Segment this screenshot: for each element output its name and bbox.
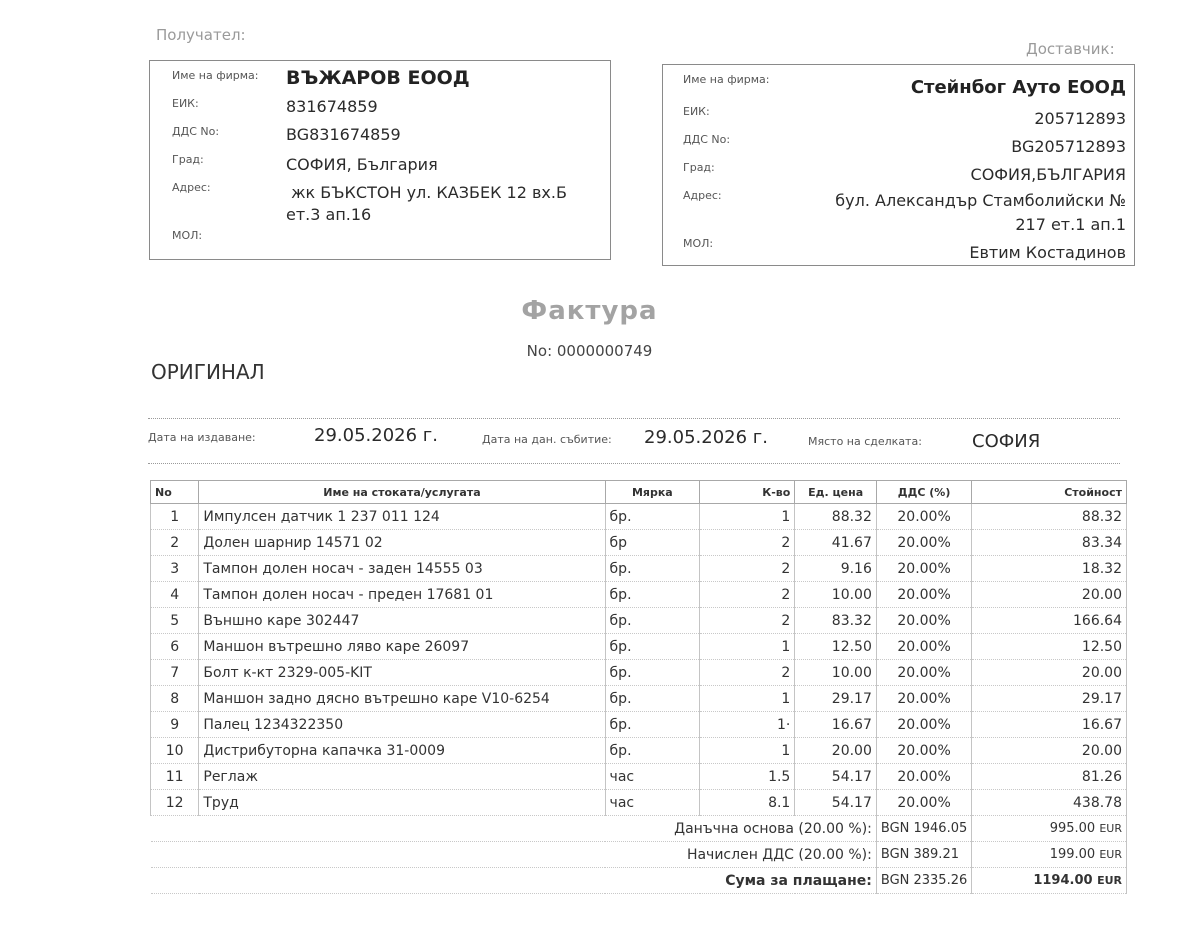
row-name: Болт к-кт 2329-005-KIT — [199, 660, 605, 686]
tax-base-eur-value: 995.00 — [1049, 821, 1096, 836]
items-table — [150, 480, 1127, 894]
header-qty: К-во — [700, 481, 795, 504]
row-amount: 83.34 — [972, 530, 1127, 556]
table-header-row — [151, 481, 1127, 504]
table-row — [151, 582, 1127, 608]
table-row — [151, 712, 1127, 738]
row-vat: 20.00% — [876, 738, 971, 764]
supplier-address-line1: бул. Александър Стамболийски № — [835, 191, 1126, 210]
row-unit: бр — [605, 530, 700, 556]
recipient-address-line2: ет.3 ап.16 — [286, 205, 372, 224]
recipient-company: ВЪЖАРОВ ЕООД — [286, 67, 470, 89]
row-no: 5 — [151, 608, 199, 634]
row-vat: 20.00% — [876, 712, 971, 738]
row-no: 6 — [151, 634, 199, 660]
table-row — [151, 530, 1127, 556]
supplier-vat: BG205712893 — [1011, 137, 1126, 156]
row-name: Външно каре 302447 — [199, 608, 605, 634]
supplier-mol-label: МОЛ: — [683, 237, 714, 250]
header-vat: ДДС (%) — [876, 481, 971, 504]
place-label: Място на сделката: — [808, 435, 922, 448]
supplier-city: СОФИЯ,БЪЛГАРИЯ — [970, 165, 1126, 184]
vat-bgn: BGN 389.21 — [876, 842, 971, 868]
row-qty: 2 — [700, 582, 795, 608]
row-unit: бр. — [605, 712, 700, 738]
total-bgn: BGN 2335.26 — [876, 868, 971, 894]
row-qty: 8.1 — [700, 790, 795, 816]
recipient-vat-label: ДДС No: — [172, 125, 220, 138]
invoice-number: No: 0000000749 — [526, 342, 653, 360]
row-unit-price: 29.17 — [795, 686, 877, 712]
recipient-heading: Получател: — [156, 26, 246, 44]
supplier-heading: Доставчик: — [1026, 40, 1115, 58]
supplier-eik: 205712893 — [1034, 109, 1126, 128]
table-row — [151, 660, 1127, 686]
row-vat: 20.00% — [876, 530, 971, 556]
row-qty: 1 — [700, 634, 795, 660]
row-unit: бр. — [605, 582, 700, 608]
row-unit: час — [605, 790, 700, 816]
tax-base-label: Данъчна основа (20.00 %): — [151, 816, 877, 842]
vat-row — [151, 842, 1127, 868]
row-vat: 20.00% — [876, 582, 971, 608]
row-name: Труд — [199, 790, 605, 816]
tax-event-date: 29.05.2026 г. — [644, 427, 768, 448]
row-qty: 1 — [700, 738, 795, 764]
row-no: 2 — [151, 530, 199, 556]
row-name: Тампон долен носач - заден 14555 03 — [199, 556, 605, 582]
row-no: 10 — [151, 738, 199, 764]
supplier-vat-label: ДДС No: — [683, 133, 731, 146]
row-qty: 2 — [700, 556, 795, 582]
header-unit: Мярка — [605, 481, 700, 504]
row-no: 4 — [151, 582, 199, 608]
vat-eur — [972, 842, 1127, 868]
currency-label: EUR — [1099, 848, 1122, 861]
table-row — [151, 504, 1127, 530]
recipient-address-line1: жк БЪКСТОН ул. КАЗБЕК 12 вх.Б — [286, 183, 567, 202]
tax-event-label: Дата на дан. събитие: — [482, 433, 612, 446]
header-amount: Стойност — [972, 481, 1127, 504]
row-vat: 20.00% — [876, 686, 971, 712]
row-amount: 12.50 — [972, 634, 1127, 660]
row-no: 11 — [151, 764, 199, 790]
row-qty: 1 — [700, 686, 795, 712]
row-qty: 1.5 — [700, 764, 795, 790]
row-unit: бр. — [605, 686, 700, 712]
supplier-address-label: Адрес: — [683, 189, 722, 202]
row-amount: 166.64 — [972, 608, 1127, 634]
row-vat: 20.00% — [876, 556, 971, 582]
row-no: 1 — [151, 504, 199, 530]
recipient-vat: BG831674859 — [286, 125, 401, 144]
table-row — [151, 634, 1127, 660]
recipient-mol-label: МОЛ: — [172, 229, 203, 242]
row-name: Реглаж — [199, 764, 605, 790]
row-amount: 88.32 — [972, 504, 1127, 530]
supplier-company-label: Име на фирма: — [683, 73, 770, 86]
row-name: Маншон задно дясно вътрешно каре V10-6254 — [199, 686, 605, 712]
row-vat: 20.00% — [876, 608, 971, 634]
row-amount: 16.67 — [972, 712, 1127, 738]
place: СОФИЯ — [972, 431, 1041, 452]
issue-date-label: Дата на издаване: — [148, 431, 256, 444]
row-unit-price: 88.32 — [795, 504, 877, 530]
row-amount: 29.17 — [972, 686, 1127, 712]
row-unit-price: 9.16 — [795, 556, 877, 582]
row-no: 8 — [151, 686, 199, 712]
header-no: No — [151, 481, 199, 504]
row-qty: 2 — [700, 530, 795, 556]
row-vat: 20.00% — [876, 504, 971, 530]
row-name: Палец 1234322350 — [199, 712, 605, 738]
supplier-box — [662, 64, 1135, 266]
row-unit: бр. — [605, 608, 700, 634]
total-eur — [972, 868, 1127, 894]
row-no: 7 — [151, 660, 199, 686]
row-unit-price: 41.67 — [795, 530, 877, 556]
row-vat: 20.00% — [876, 790, 971, 816]
row-amount: 20.00 — [972, 738, 1127, 764]
header-unit-price: Ед. цена — [795, 481, 877, 504]
row-amount: 438.78 — [972, 790, 1127, 816]
row-amount: 18.32 — [972, 556, 1127, 582]
table-row — [151, 686, 1127, 712]
table-row — [151, 764, 1127, 790]
row-name: Тампон долен носач - преден 17681 01 — [199, 582, 605, 608]
supplier-city-label: Град: — [683, 161, 715, 174]
row-qty: 2 — [700, 608, 795, 634]
tax-base-row — [151, 816, 1127, 842]
invoice-title: Фактура — [521, 296, 658, 326]
row-unit-price: 10.00 — [795, 660, 877, 686]
row-vat: 20.00% — [876, 660, 971, 686]
recipient-eik-label: ЕИК: — [172, 97, 199, 110]
row-amount: 81.26 — [972, 764, 1127, 790]
supplier-company: Стейнбог Ауто ЕООД — [910, 77, 1126, 98]
row-unit-price: 83.32 — [795, 608, 877, 634]
recipient-company-label: Име на фирма: — [172, 69, 259, 82]
currency-label: EUR — [1099, 822, 1122, 835]
row-qty: 1 — [700, 504, 795, 530]
table-row — [151, 738, 1127, 764]
row-unit-price: 12.50 — [795, 634, 877, 660]
row-vat: 20.00% — [876, 634, 971, 660]
vat-label: Начислен ДДС (20.00 %): — [151, 842, 877, 868]
row-name: Маншон вътрешно ляво каре 26097 — [199, 634, 605, 660]
row-amount: 20.00 — [972, 660, 1127, 686]
currency-label: EUR — [1097, 874, 1122, 887]
row-unit-price: 10.00 — [795, 582, 877, 608]
copy-type: ОРИГИНАЛ — [151, 360, 265, 384]
row-vat: 20.00% — [876, 764, 971, 790]
issue-date: 29.05.2026 г. — [314, 425, 438, 446]
row-unit: бр. — [605, 660, 700, 686]
header-name: Име на стоката/услугата — [199, 481, 605, 504]
total-label: Сума за плащане: — [151, 868, 877, 894]
total-eur-value: 1194.00 — [1033, 873, 1093, 888]
row-unit-price: 54.17 — [795, 764, 877, 790]
row-unit: бр. — [605, 556, 700, 582]
row-qty: 1· — [700, 712, 795, 738]
row-unit: час — [605, 764, 700, 790]
row-name: Долен шарнир 14571 02 — [199, 530, 605, 556]
recipient-city-label: Град: — [172, 153, 204, 166]
supplier-address-line2: 217 ет.1 ап.1 — [1015, 215, 1126, 234]
tax-base-bgn: BGN 1946.05 — [876, 816, 971, 842]
row-no: 12 — [151, 790, 199, 816]
row-name: Дистрибуторна капачка 31-0009 — [199, 738, 605, 764]
vat-eur-value: 199.00 — [1049, 847, 1096, 862]
table-row — [151, 556, 1127, 582]
table-row — [151, 608, 1127, 634]
row-unit-price: 16.67 — [795, 712, 877, 738]
date-bar — [148, 418, 1120, 464]
row-no: 9 — [151, 712, 199, 738]
supplier-mol: Евтим Костадинов — [969, 243, 1126, 262]
table-row — [151, 790, 1127, 816]
recipient-eik: 831674859 — [286, 97, 378, 116]
row-name: Импулсен датчик 1 237 011 124 — [199, 504, 605, 530]
recipient-city: СОФИЯ, България — [286, 155, 438, 174]
row-unit: бр. — [605, 738, 700, 764]
row-unit: бр. — [605, 634, 700, 660]
row-qty: 2 — [700, 660, 795, 686]
row-unit-price: 54.17 — [795, 790, 877, 816]
supplier-eik-label: ЕИК: — [683, 105, 710, 118]
tax-base-eur — [972, 816, 1127, 842]
recipient-address-label: Адрес: — [172, 181, 211, 194]
row-unit-price: 20.00 — [795, 738, 877, 764]
row-amount: 20.00 — [972, 582, 1127, 608]
row-no: 3 — [151, 556, 199, 582]
total-row — [151, 868, 1127, 894]
recipient-box — [149, 60, 611, 260]
row-unit: бр. — [605, 504, 700, 530]
